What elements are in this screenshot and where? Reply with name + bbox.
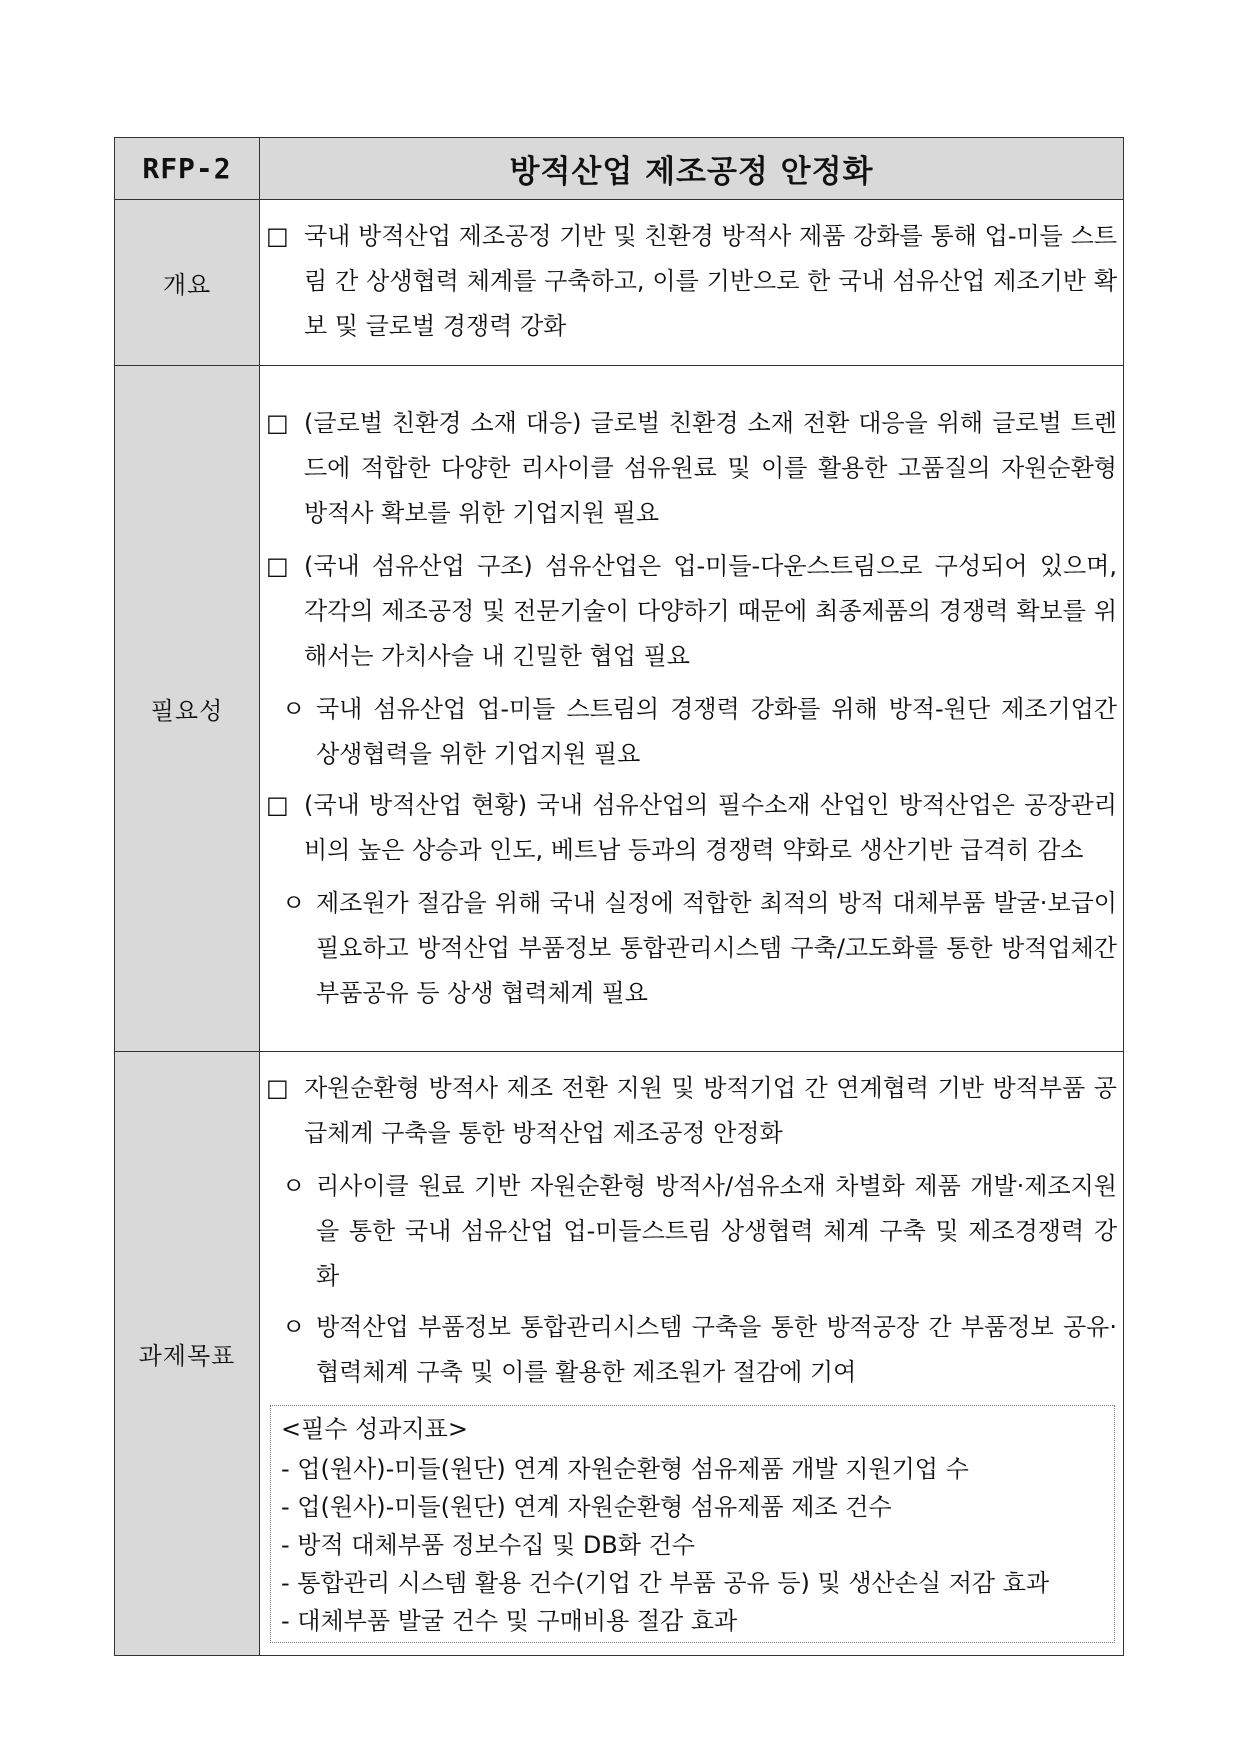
checkbox-marker: □: [266, 552, 289, 580]
item-text: (국내 방적산업 현황) 국내 섬유산업의 필수소재 산업인 방적산업은 공장관리비의 높은 상승과 인도, 베트남 등과의 경쟁력 약화로 생산기반 급격히 감소: [304, 791, 1117, 864]
necessity-item: [266, 783, 1117, 873]
necessity-item: [266, 401, 1117, 536]
kpi-list: [281, 1450, 1104, 1640]
checkbox-marker: □: [266, 222, 289, 250]
bullet-marker: ㅇ: [282, 1313, 306, 1341]
objectives-row: [115, 1052, 1124, 1656]
item-text: (글로벌 친환경 소재 대응) 글로벌 친환경 소재 전환 대응을 위해 글로벌 트렌드에 적합한 다양한 리사이클 섬유원료 및 이를 활용한 고품질의 자원순환형 방적사 확보를 위한 기업지원 필요: [304, 409, 1117, 527]
objectives-label: 과제목표: [115, 1052, 260, 1656]
kpi-item: - 통합관리 시스템 활용 건수(기업 간 부품 공유 등) 및 생산손실 저감 효과: [281, 1569, 1050, 1597]
necessity-label: 필요성: [115, 366, 260, 1052]
necessity-content: [260, 366, 1124, 1052]
objectives-subitem: [266, 1164, 1117, 1299]
overview-row: [115, 200, 1124, 366]
checkbox-marker: □: [266, 1074, 289, 1102]
item-text: 국내 섬유산업 업-미들 스트림의 경쟁력 강화를 위해 방적-원단 제조기업간 상생협력을 위한 기업지원 필요: [316, 695, 1117, 768]
rfp-table: [114, 137, 1124, 1656]
item-text: 국내 방적산업 제조공정 기반 및 친환경 방적사 제품 강화를 통해 업-미들 스트림 간 상생협력 체계를 구축하고, 이를 기반으로 한 국내 섬유산업 제조기반 확보 및 글로벌 경쟁력 강화: [304, 222, 1117, 340]
objectives-content: [260, 1052, 1124, 1656]
item-text: 제조원가 절감을 위해 국내 실정에 적합한 최적의 방적 대체부품 발굴·보급이 필요하고 방적산업 부품정보 통합관리시스템 구축/고도화를 통한 방적업체간 부품공유 등 상생 협력체계 필요: [316, 889, 1117, 1007]
bullet-marker: ㅇ: [282, 889, 306, 917]
objectives-item: [266, 1066, 1117, 1156]
objectives-subitem: [266, 1305, 1117, 1395]
item-text: 자원순환형 방적사 제조 전환 지원 및 방적기업 간 연계협력 기반 방적부품 공급체계 구축을 통한 방적산업 제조공정 안정화: [304, 1074, 1117, 1147]
kpi-title: <필수 성과지표>: [281, 1415, 468, 1443]
kpi-item: - 방적 대체부품 정보수집 및 DB화 건수: [281, 1531, 695, 1559]
necessity-subitem: [266, 881, 1117, 1016]
kpi-item: - 대체부품 발굴 건수 및 구매비용 절감 효과: [281, 1607, 738, 1635]
bullet-marker: ㅇ: [282, 1172, 306, 1200]
rfp-id: RFP-2: [115, 138, 260, 200]
item-text: 방적산업 부품정보 통합관리시스템 구축을 통한 방적공장 간 부품정보 공유·협력체계 구축 및 이를 활용한 제조원가 절감에 기여: [316, 1313, 1117, 1386]
overview-content: [260, 200, 1124, 366]
kpi-item: - 업(원사)-미들(원단) 연계 자원순환형 섬유제품 제조 건수: [281, 1493, 892, 1521]
necessity-item: [266, 544, 1117, 679]
overview-label: 개요: [115, 200, 260, 366]
item-text: 리사이클 원료 기반 자원순환형 방적사/섬유소재 차별화 제품 개발·제조지원을 통한 국내 섬유산업 업-미들스트림 상생협력 체계 구축 및 제조경쟁력 강화: [316, 1172, 1117, 1290]
checkbox-marker: □: [266, 409, 289, 437]
necessity-subitem: [266, 687, 1117, 777]
checkbox-marker: □: [266, 791, 289, 819]
kpi-box: [270, 1405, 1115, 1643]
header-row: [115, 138, 1124, 200]
bullet-marker: ㅇ: [282, 695, 306, 723]
necessity-row: [115, 366, 1124, 1052]
rfp-title: 방적산업 제조공정 안정화: [260, 138, 1124, 200]
overview-item: [266, 214, 1117, 349]
kpi-item: - 업(원사)-미들(원단) 연계 자원순환형 섬유제품 개발 지원기업 수: [281, 1455, 969, 1483]
item-text: (국내 섬유산업 구조) 섬유산업은 업-미들-다운스트림으로 구성되어 있으며, 각각의 제조공정 및 전문기술이 다양하기 때문에 최종제품의 경쟁력 확보를 위해서는 가치사슬 내 긴밀한 협업 필요: [304, 552, 1117, 670]
